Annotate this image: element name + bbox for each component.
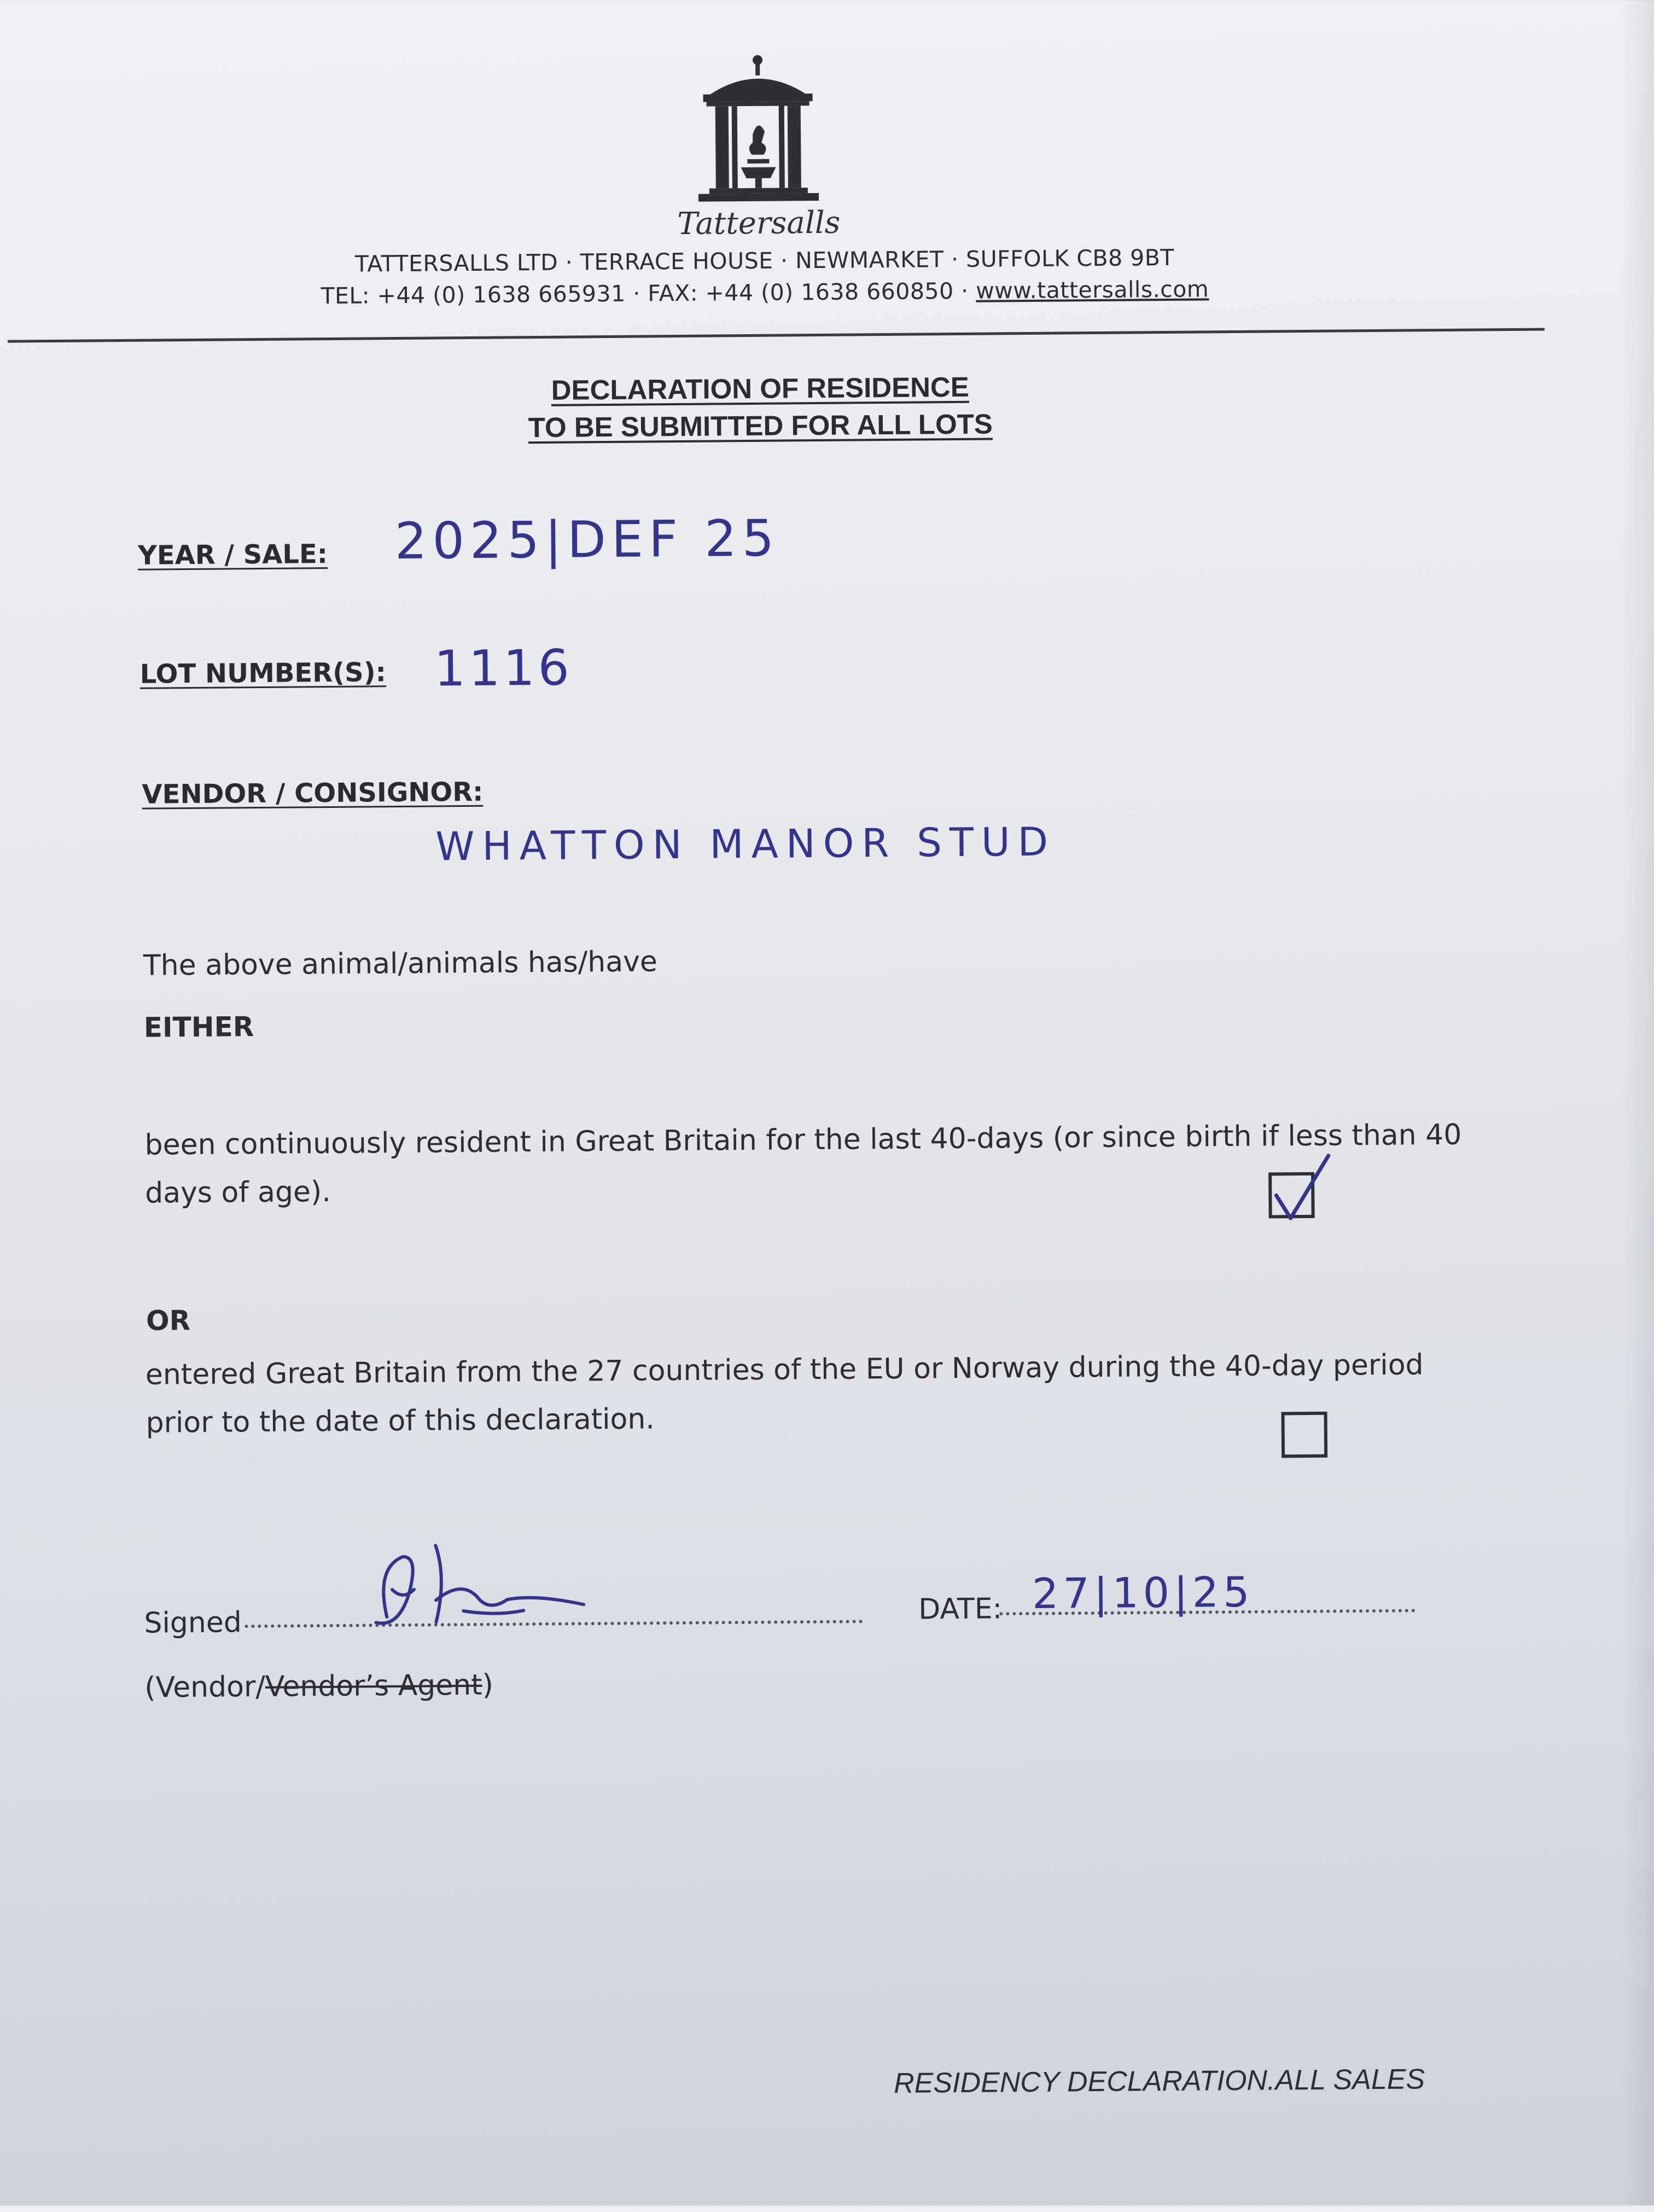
- form-code: RESIDENCY DECLARATION.ALL SALES: [893, 2063, 1425, 2099]
- signed-label: Signed: [144, 1606, 242, 1640]
- declaration-intro: The above animal/animals has/have: [143, 945, 658, 982]
- handwritten-signature: [353, 1533, 606, 1645]
- year-sale-label: YEAR / SALE:: [137, 539, 328, 571]
- header-divider: [8, 328, 1545, 343]
- form-subtitle: TO BE SUBMITTED FOR ALL LOTS: [528, 408, 993, 444]
- or-heading: OR: [145, 1305, 191, 1337]
- either-heading: EITHER: [143, 1011, 254, 1044]
- role-close: ): [482, 1668, 494, 1702]
- year-sale-value[interactable]: 2025|DEF 25: [394, 509, 780, 571]
- option-1-line-2: days of age).: [145, 1175, 331, 1210]
- option-1-line-1: been continuously resident in Great Britain for the last 40-days (or since birth if less than 40: [144, 1118, 1462, 1162]
- contact-phone-fax: TEL: +44 (0) 1638 665931 · FAX: +44 (0) 1638 660850 ·: [321, 277, 976, 310]
- option-2-line-2: prior to the date of this declaration.: [145, 1402, 655, 1440]
- option-2-line-1: entered Great Britain from the 27 countries of the EU or Norway during the 40-day period: [145, 1348, 1424, 1392]
- option-2-checkbox[interactable]: [1281, 1412, 1327, 1458]
- tattersalls-logo-icon: [686, 52, 830, 212]
- vendor-consignor-label: VENDOR / CONSIGNOR:: [142, 776, 484, 810]
- role-vendor-agent-struck: Vendor’s Agent: [265, 1668, 482, 1703]
- lot-numbers-label: LOT NUMBER(S):: [139, 657, 387, 690]
- date-label: DATE:: [918, 1592, 1003, 1626]
- website-link[interactable]: www.tattersalls.com: [976, 276, 1209, 304]
- brand-name: Tattersalls: [677, 205, 841, 242]
- company-contact: [245, 275, 1284, 310]
- checkmark-icon: [1259, 1144, 1341, 1232]
- signer-role: [144, 1669, 493, 1704]
- date-value[interactable]: 27|10|25: [1032, 1567, 1254, 1618]
- lot-numbers-value[interactable]: 1116: [434, 639, 573, 698]
- vendor-consignor-value[interactable]: WHATTON MANOR STUD: [435, 818, 1056, 870]
- role-vendor: (Vendor/: [144, 1670, 266, 1704]
- form-title: DECLARATION OF RESIDENCE: [551, 371, 970, 406]
- paper-edge-shadow: [1621, 0, 1654, 2205]
- company-address: TATTERSALLS LTD · TERRACE HOUSE · NEWMARKET · SUFFOLK CB8 9BT: [354, 244, 1175, 277]
- option-2-text: [145, 1341, 1470, 1447]
